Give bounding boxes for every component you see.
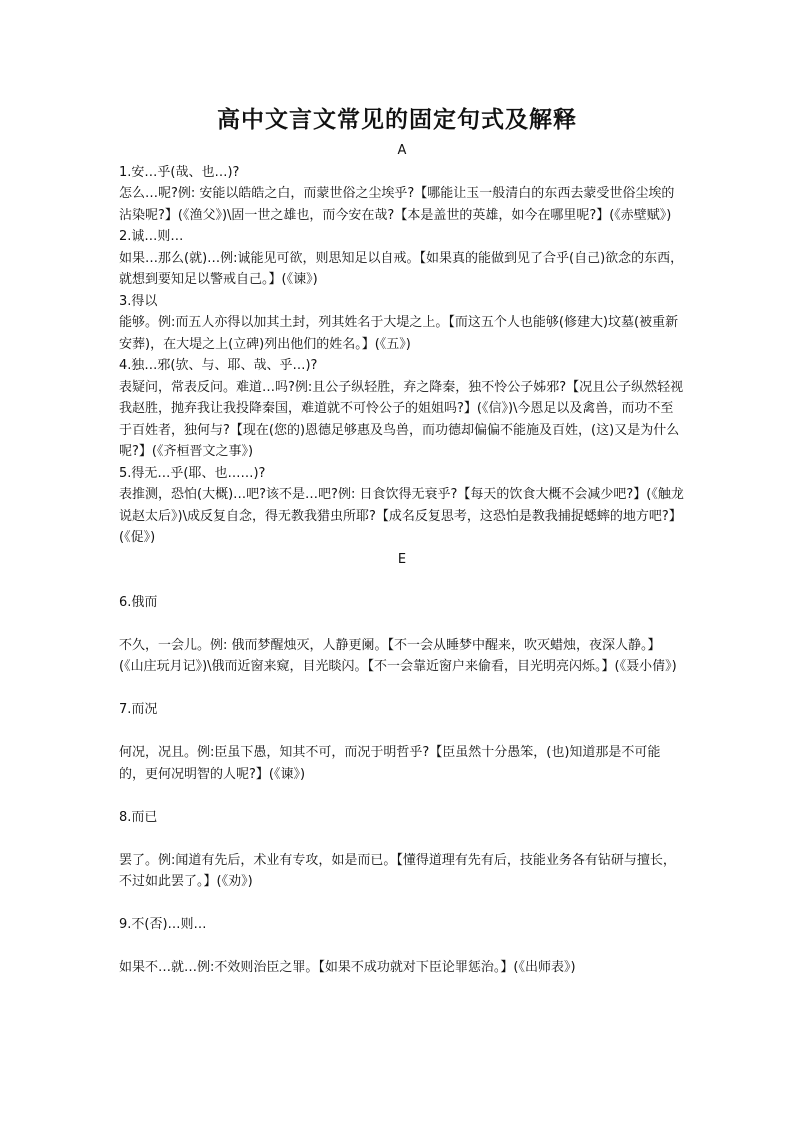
entry-heading: 8.而已	[119, 809, 158, 825]
entry-heading: 7.而况	[119, 702, 158, 717]
entry-body: 怎么…呢?例: 安能以皓皓之白，而蒙世俗之尘埃乎?【哪能让玉一般清白的东西去蒙受世俗尘埃的沾染呢?】(《渔父》)\固一世之雄也，而今安在哉?【本是盖世的英雄，如今在哪里呢?】(《赤壁赋》)	[119, 186, 675, 223]
entry-body: 表疑问，常表反问。难道…吗?例:且公子纵轻胜，弃之降秦，独不怜公子姊邪?【况且公子纵然轻视我赵胜，抛弃我让我投降秦国，难道就不可怜公子的姐姐吗?】(《信》)\今恩足以及禽兽，而功不至于百姓者，独何与?【现在(您的)恩德足够惠及鸟兽，而功德却偏偏不能施及百姓，(这)又是为什么呢?】(《齐桓晋文之事》)	[119, 379, 684, 459]
entry-heading: 6.俄而	[119, 594, 158, 610]
entry-body: 表推测，恐怕(大概)…吧?该不是…吧?例: 日食饮得无衰乎?【每天的饮食大概不会减少吧?】(《触龙说赵太后》)\成反复自念，得无教我猎虫所耶?【成名反复思考，这恐怕是教我捕捉蟋蟀的地方吧?】(《促》)	[119, 487, 684, 545]
entry-body: 不久，一会儿。例: 俄而梦醒烛灭，人静更阑。【不一会从睡梦中醒来，吹灭蜡烛，夜深人静。】(《山庄玩月记》)\俄而近窗来窥，目光睒闪。【不一会靠近窗户来偷看，目光明亮闪烁。】(《聂小倩》)	[119, 637, 677, 674]
section-label-a: A	[397, 143, 407, 158]
entry-body: 如果不…就…例:不效则治臣之罪。【如果不成功就对下臣论罪惩治。】(《出师表》)	[119, 960, 576, 975]
entry-body: 罢了。例:闻道有先后，术业有专攻，如是而已。【懂得道理有先有后，技能业务各有钻研与擅长，不过如此罢了。】(《劝》)	[119, 852, 676, 889]
entry-body: 如果…那么(就)…例:诚能见可欲，则思知足以自戒。【如果真的能做到见了合乎(自己)欲念的东西，就想到要知足以警戒自己。】(《谏》)	[119, 250, 684, 287]
section-label-e: E	[397, 551, 407, 567]
entry-heading: 5.得无…乎(耶、也……)?	[119, 465, 266, 481]
document-body	[119, 140, 685, 979]
entry-heading: 3.得以	[119, 293, 158, 309]
entry-body: 能够。例:而五人亦得以加其土封，列其姓名于大堤之上。【而这五个人也能够(修建大)坟墓(被重新安葬)，在大堤之上(立碑)列出他们的姓名。】(《五》)	[119, 315, 679, 352]
entry-heading: 1.安…乎(哉、也…)?	[119, 164, 240, 180]
entry-heading: 2.诚…则…	[119, 229, 184, 244]
entry-heading: 9.不(否)…则…	[119, 917, 207, 932]
document-title: 高中文言文常见的固定句式及解释	[217, 106, 577, 133]
entry-heading: 4.独…邪(欤、与、耶、哉、乎…)?	[119, 358, 318, 373]
entry-body: 何况，况且。例:臣虽下愚，知其不可，而况于明哲乎?【臣虽然十分愚笨，(也)知道那是不可能的，更何况明智的人呢?】(《谏》)	[119, 745, 661, 782]
